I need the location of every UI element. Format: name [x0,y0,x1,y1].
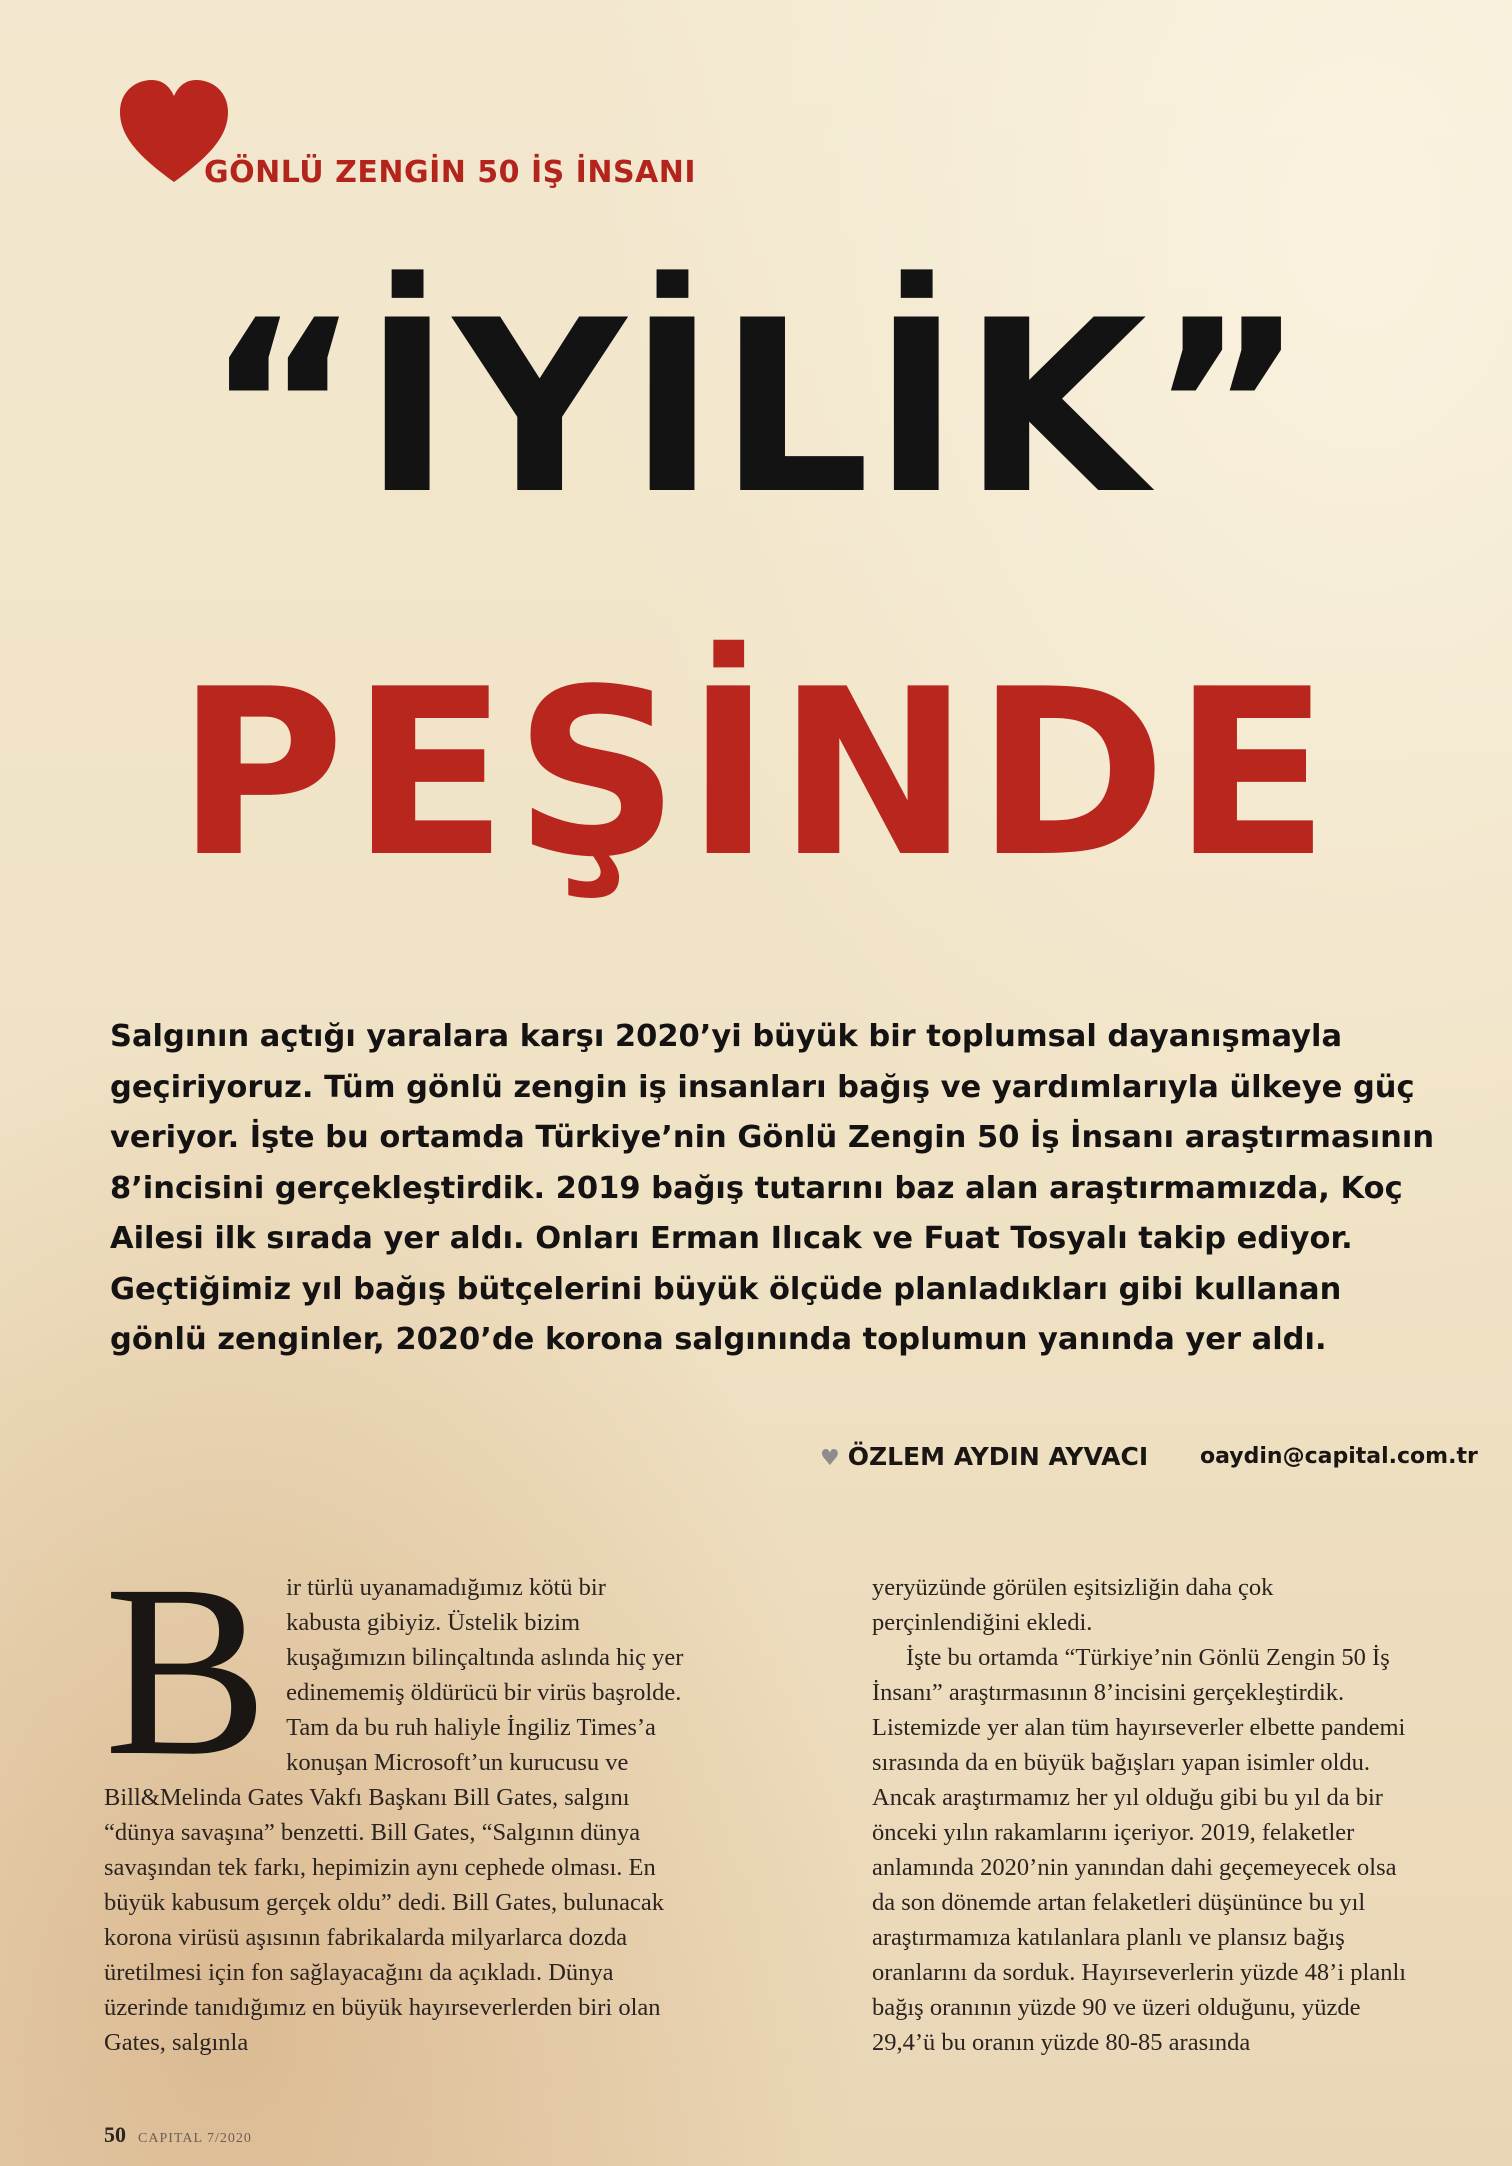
headline-line-1: “İYİLİK” [204,270,1308,547]
byline-heart-icon: ♥ [820,1446,840,1471]
body-column-1 [104,1535,684,2060]
body-paragraph: İşte bu ortamda “Türkiye’nin Gönlü Zengin 50 İş İnsanı” araştırmasının 8’incisini gerçekleştirdik. Listemizde yer alan tüm hayırseverler elbette pandemi sırasında da en büyük bağışları yapan isimler oldu. Ancak araştırmamız her yıl olduğu gibi bu yıl da bir önceki yılın rakamlarını içeriyor. 2019, felaketler anlamında 2020’nin yanından dahi geçemeyecek olsa da son dönemde artan felaketleri düşününce bu yıl araştırmamıza katılanlara planlı ve plansız bağış oranlarını da sorduk. Hayırseverlerin yüzde 48’i planlı bağış oranının yüzde 90 ve üzeri olduğunu, yüzde 29,4’ü bu oranın yüzde 80-85 arasında [872,1644,1407,2056]
magazine-issue: CAPITAL 7/2020 [138,2131,252,2146]
drop-cap: B [104,1535,269,1807]
headline-line-2: PEŞİNDE [176,641,1336,908]
page-number: 50 [104,2122,126,2147]
section-kicker: GÖNLÜ ZENGİN 50 İŞ İNSANI [204,155,697,190]
page-footer [104,2122,252,2148]
body-column-2 [872,1570,1420,2060]
body-paragraph: yeryüzünde görülen eşitsizliğin daha çok perçinlendiğini ekledi. [872,1574,1274,1636]
author-name: ÖZLEM AYDIN AYVACI [847,1442,1149,1471]
author-email: oaydin@capital.com.tr [1200,1444,1478,1469]
byline [820,1442,1478,1471]
lead-paragraph: Salgının açtığı yaralara karşı 2020’yi büyük bir toplumsal dayanışmayla geçiriyoruz. Tüm gönlü zengin iş insanları bağış ve yardımlarıyla ülkeye güç veriyor. İşte bu ortamda Türkiye’nin Gönlü Zengin 50 İş İnsanı araştırmasının 8’incisini gerçekleştirdik. 2019 bağış tutarını baz alan araştırmamızda, Koç Ailesi ilk sırada yer aldı. Onları Erman Ilıcak ve Fuat Tosyalı takip ediyor. Geçtiğimiz yıl bağış bütçelerini büyük ölçüde planladıkları gibi kullanan gönlü zenginler, 2020’de korona salgınında toplumun yanında yer aldı. [110,1019,1435,1357]
body-column-1-text: ir türlü uyanamadığımız kötü bir kabusta gibiyiz. Üstelik bizim kuşağımızın bilinçaltında aslında hiç yer edinememiş öldürücü bir virüs başrolde. Tam da bu ruh haliyle İngiliz Times’a konuşan Microsoft’un kurucusu ve Bill&Melinda Gates Vakfı Başkanı Bill Gates, salgını “dünya savaşına” benzetti. Bill Gates, “Salgının dünya savaşından tek farkı, hepimizin aynı cephede olması. En büyük kabusum gerçek oldu” dedi. Bill Gates, bulunacak korona virüsü aşısının fabrikalarda milyarlarca dozda üretilmesi için fon sağlayacağını da açıkladı. Dünya üzerinde tanıdığımız en büyük hayırseverlerden biri olan Gates, salgınla [104,1574,684,2056]
